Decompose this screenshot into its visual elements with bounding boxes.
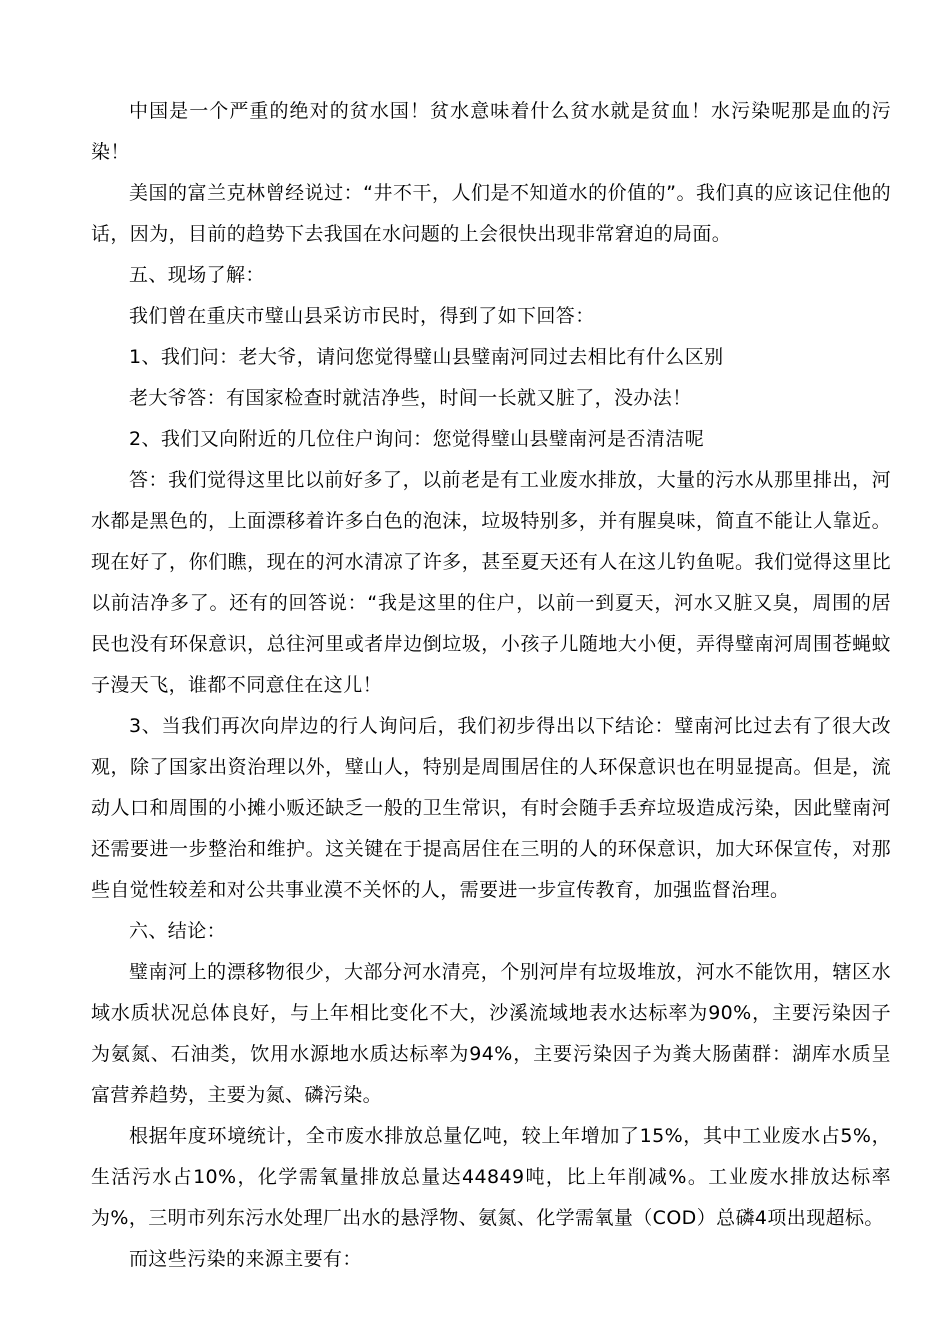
paragraph-pollution-sources: 而这些污染的来源主要有：: [129, 1248, 362, 1270]
paragraph-question-1: 1、我们问：老大爷，请问您觉得璧山县璧南河同过去相比有什么区别: [129, 346, 724, 368]
paragraph-water-scarcity: 中国是一个严重的绝对的贫水国！贫水意味着什么贫水就是贫血！水污染呢那是血的污染！: [91, 100, 891, 163]
paragraph-answer-2: 答：我们觉得这里比以前好多了，以前老是有工业废水排放，大量的污水从那里排出，河水都是黑色的，上面漂移着许多白色的泡沫，垃圾特别多，并有腥臭味，简直不能让人靠近。现在好了，你们瞧，现在的河水清凉了许多，甚至夏天还有人在这儿钓鱼呢。我们觉得这里比以前洁净多了。还有的回答说：“我是这里的住户，以前一到夏天，河水又脏又臭，周围的居民也没有环保意识，总往河里或者岸边倒垃圾，小孩子儿随地大小便，弄得璧南河周围苍蝇蚊子漫天飞，谁都不同意住在这儿！: [91, 469, 891, 696]
paragraph-statistics: 根据年度环境统计，全市废水排放总量亿吨，较上年增加了15%，其中工业废水占5%，生活污水占10%，化学需氧量排放总量达44849吨，比上年削减%。工业废水排放达标率为%，三明市列东污水处理厂出水的悬浮物、氨氮、化学需氧量（COD）总磷4项出现超标。: [91, 1125, 891, 1229]
section-heading-conclusion: 六、结论：: [129, 920, 227, 942]
paragraph-franklin-quote: 美国的富兰克林曾经说过：“井不干，人们是不知道水的价值的”。我们真的应该记住他的话，因为，目前的趋势下去我国在水问题的上会很快出现非常窘迫的局面。: [91, 182, 891, 245]
document-body: [91, 91, 891, 1280]
paragraph-question-2: 2、我们又向附近的几位住户询问：您觉得璧山县璧南河是否清洁呢: [129, 428, 705, 450]
section-heading-field-survey: 五、现场了解：: [129, 264, 265, 286]
paragraph-water-quality: 璧南河上的漂移物很少，大部分河水清亮，个别河岸有垃圾堆放，河水不能饮用，辖区水域水质状况总体良好，与上年相比变化不大，沙溪流域地表水达标率为90%，主要污染因子为氨氮、石油类，饮用水源地水质达标率为94%，主要污染因子为粪大肠菌群：湖库水质呈富营养趋势，主要为氮、磷污染。: [91, 961, 891, 1106]
paragraph-answer-1: 老大爷答：有国家检查时就洁净些，时间一长就又脏了，没办法！: [129, 387, 692, 409]
paragraph-finding-3: 3、当我们再次向岸边的行人询问后，我们初步得出以下结论：璧南河比过去有了很大改观，除了国家出资治理以外，璧山人，特别是周围居住的人环保意识也在明显提高。但是，流动人口和周围的小摊小贩还缺乏一般的卫生常识，有时会随手丢弃垃圾造成污染，因此璧南河还需要进一步整治和维护。这关键在于提高居住在三明的人的环保意识，加大环保宣传，对那些自觉性较差和对公共事业漠不关怀的人，需要进一步宣传教育，加强监督治理。: [91, 715, 891, 901]
paragraph-interview-intro: 我们曾在重庆市璧山县采访市民时，得到了如下回答：: [129, 305, 595, 327]
